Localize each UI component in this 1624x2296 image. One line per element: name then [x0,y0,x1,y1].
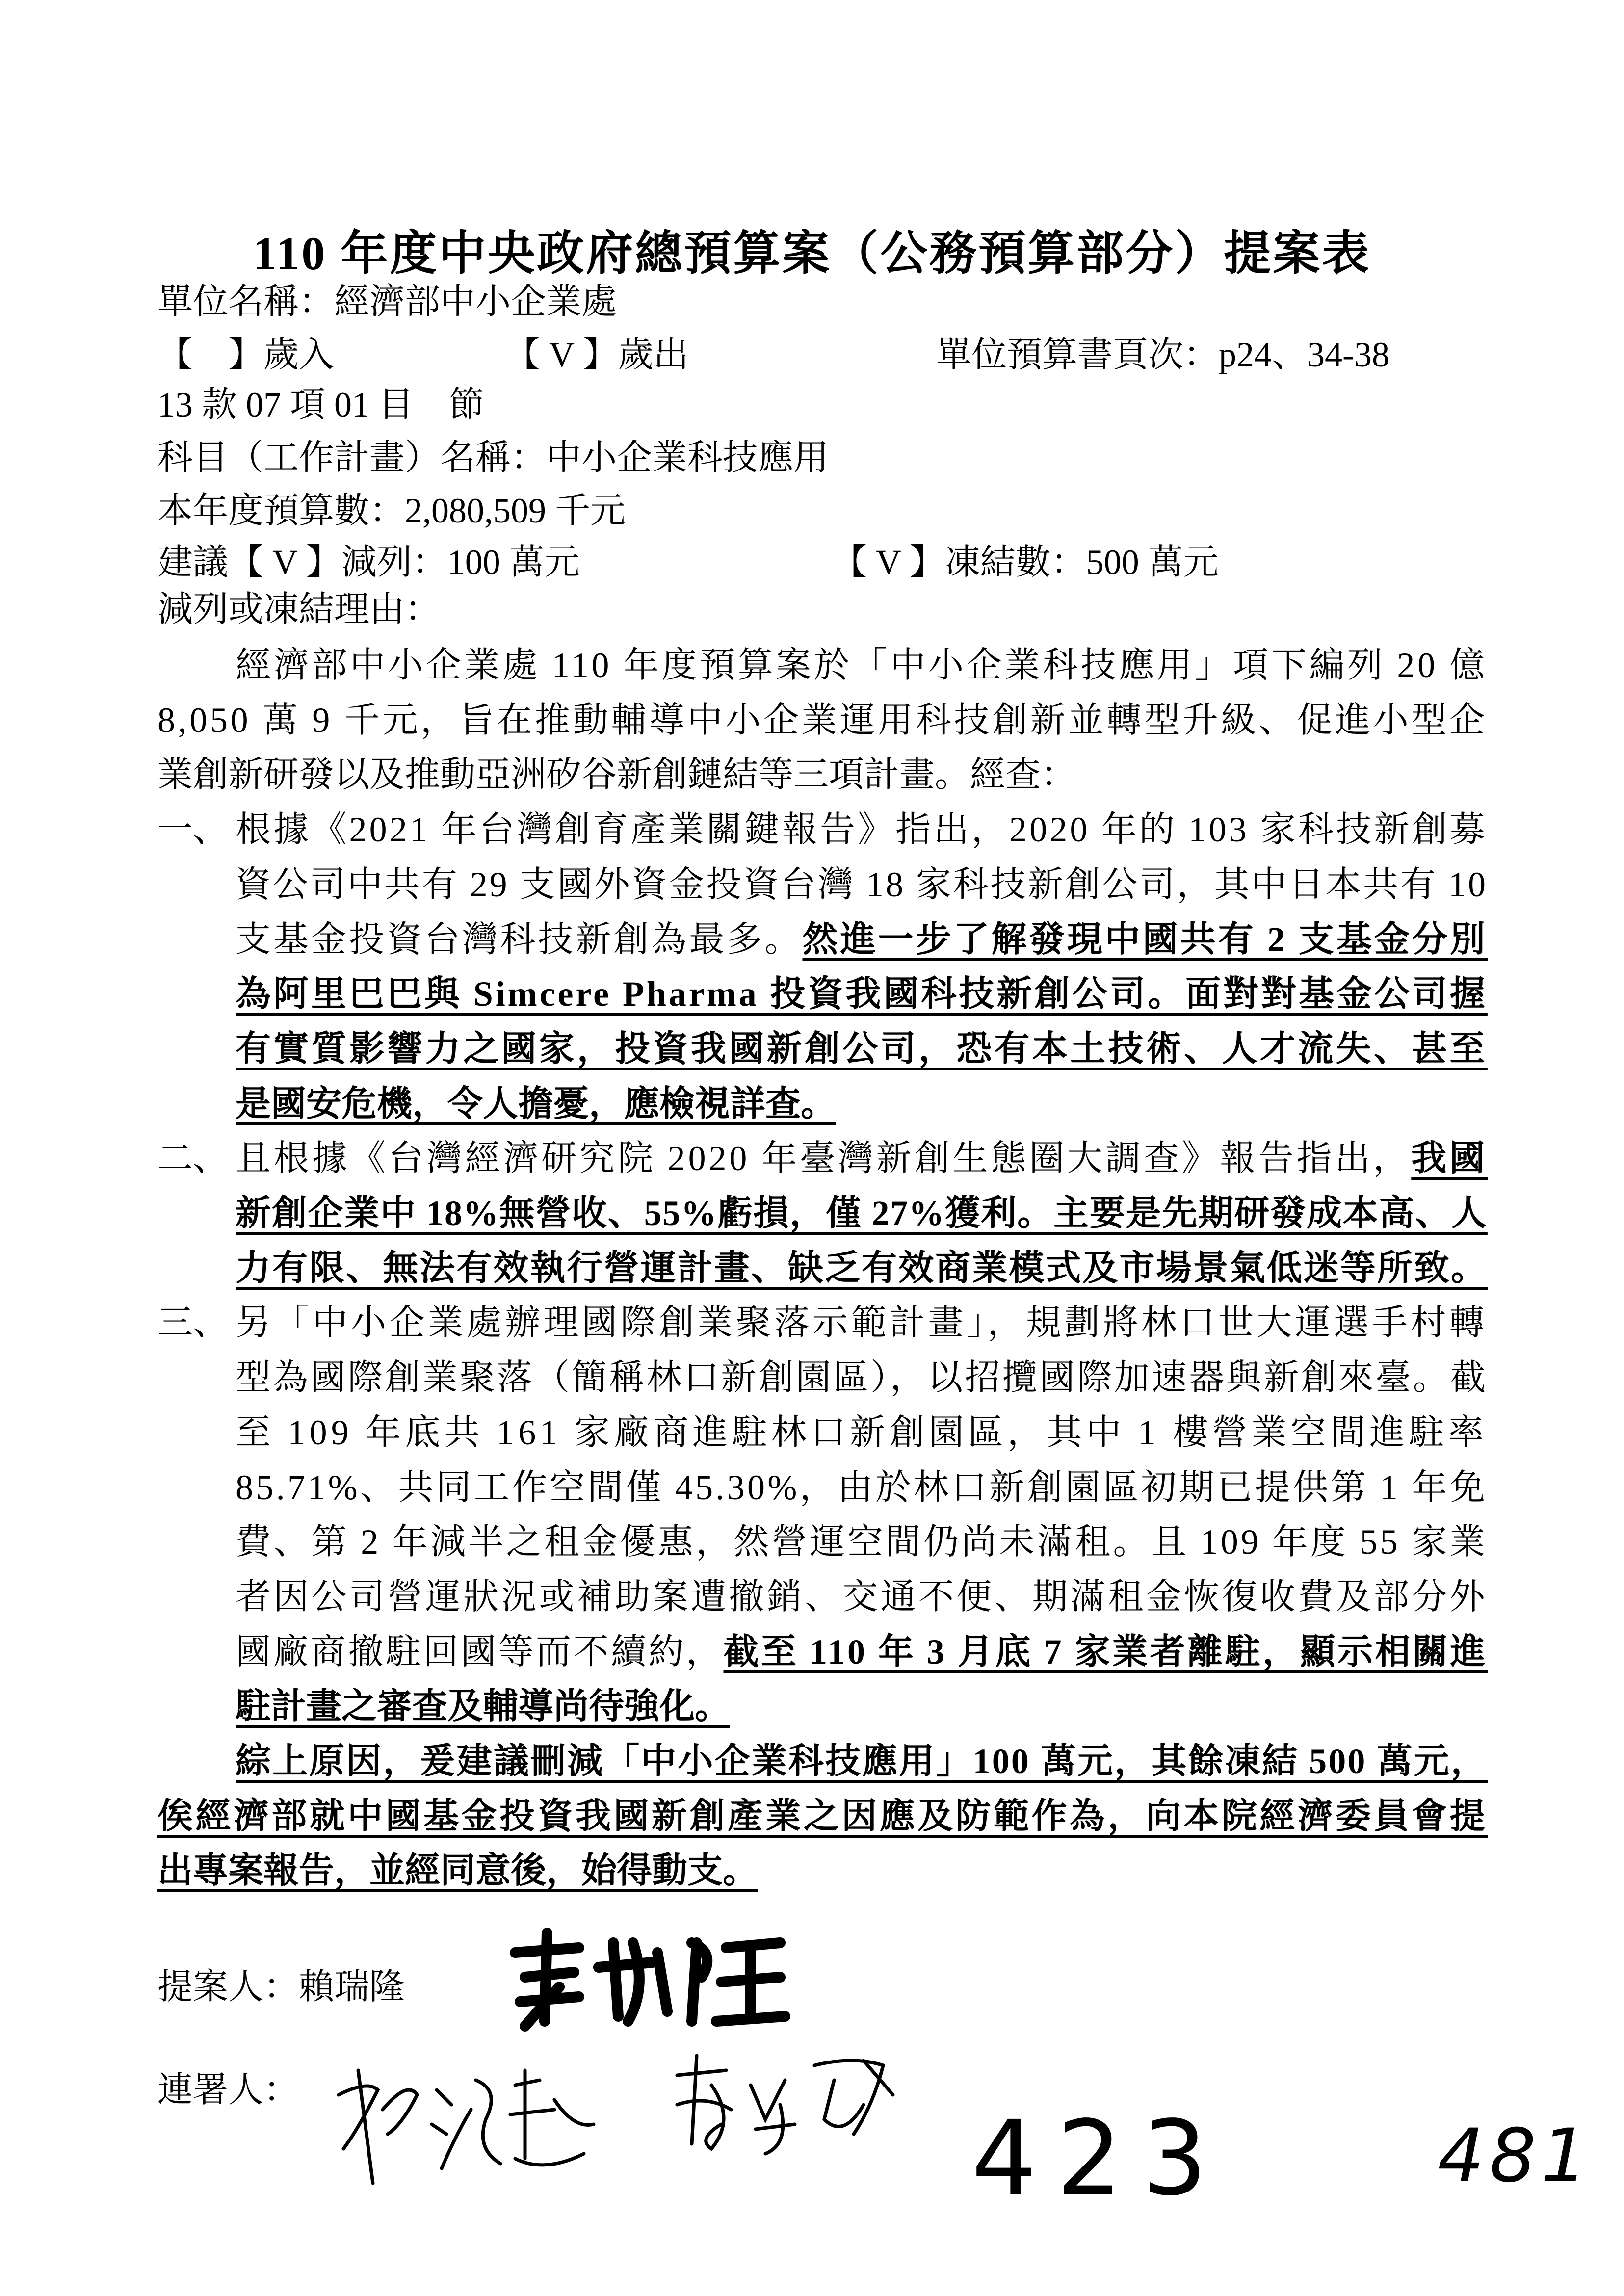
body-line [236,917,1488,962]
body-text: 國廠商撤駐回國等而不續約， [236,1632,724,1671]
body-line [236,1575,1488,1619]
body-line [236,1465,1488,1510]
emphasized-text: 是國安危機，令人擔憂，應檢視詳查。 [236,1084,837,1123]
emphasized-text: 出專案報告，並經同意後，始得動支。 [157,1851,759,1890]
body-line [157,1794,1488,1838]
body-line [236,1739,1488,1783]
body-text: 經濟部中小企業處 110 年度預算案於「中小企業科技應用」項下編列 20 億 [236,646,1488,685]
emphasized-text: 截至 110 年 3 月底 7 家業者離駐，顯示相關進 [723,1632,1488,1671]
body-line [236,1356,1488,1400]
revenue-checkbox: 【 】歲入 [157,335,335,374]
body-line [157,753,1076,797]
body-text: 至 109 年底共 161 家廠商進駐林口新創園區，其中 1 樓營業空間進駐率 [236,1413,1488,1452]
emphasized-text: 我國 [1411,1139,1488,1178]
page-number: 481 [1438,2113,1593,2199]
item-code: 13 款 07 項 01 目 節 [157,385,485,424]
body-line [236,1082,836,1126]
body-line [236,1027,1488,1071]
body-text: 且根據《台灣經濟研究院 2020 年臺灣新創生態圈大調查》報告指出， [236,1139,1412,1178]
emphasized-text: 綜上原因，爰建議刪減「中小企業科技應用」100 萬元，其餘凍結 500 萬元， [236,1742,1488,1781]
body-line [236,1136,1488,1180]
annual-budget: 本年度預算數：2,080,509 千元 [157,491,626,530]
reason-label: 減列或凍結理由： [157,590,441,629]
body-line [236,1301,1488,1345]
section-marker: 二、 [157,1139,229,1178]
emphasized-text: 有實質影響力之國家，投資我國新創公司，恐有本土技術、人才流失、甚至 [236,1029,1488,1069]
expenditure-checkbox: 【 V 】歲出 [505,335,689,374]
body-text: 支基金投資台灣科技新創為最多。 [236,920,803,959]
body-line [236,1520,1488,1564]
cosigner-label: 連署人： [157,2070,299,2110]
emphasized-text: 然進一步了解發現中國共有 2 支基金分別 [802,920,1488,959]
section-marker: 一、 [157,810,229,849]
section-marker: 三、 [157,1303,229,1342]
body-line [236,1191,1488,1235]
budget-pages: 單位預算書頁次：p24、34-38 [936,335,1389,374]
emphasized-text: 新創企業中 18%無營收、55%虧損，僅 27%獲利。主要是先期研發成本高、人 [236,1194,1488,1233]
emphasized-text: 俟經濟部就中國基金投資我國新創產業之因應及防範作為，向本院經濟委員會提 [157,1797,1488,1836]
body-text: 費、第 2 年減半之租金優惠，然營運空間仍尚未滿租。且 109 年度 55 家業 [236,1522,1488,1562]
body-text: 資公司中共有 29 支國外資金投資台灣 18 家科技新創公司，其中日本共有 10 [236,865,1488,904]
body-line [236,972,1488,1016]
body-line [236,1410,1488,1455]
body-text: 另「中小企業處辦理國際創業聚落示範計畫」，規劃將林口世大運選手村轉 [236,1303,1488,1342]
body-text: 者因公司營運狀況或補助案遭撤銷、交通不便、期滿租金恢復收費及部分外 [236,1577,1488,1617]
body-line [157,1849,758,1893]
body-line [236,1684,730,1728]
body-line [236,862,1488,907]
document-title: 110 年度中央政府總預算案（公務預算部分）提案表 [253,227,1371,280]
cosigner-signature-2 [667,2046,898,2159]
body-line [236,808,1488,852]
body-line [236,643,1488,687]
body-text: 業創新研發以及推動亞洲矽谷新創鏈結等三項計畫。經查： [157,755,1076,794]
body-line [157,698,1488,742]
cut-proposal: 建議【 V 】減列：100 萬元 [157,543,580,582]
body-text: 根據《2021 年台灣創育產業關鍵報告》指出，2020 年的 103 家科技新創募 [236,810,1488,849]
body-line [236,1246,1488,1290]
body-text: 8,050 萬 9 千元，旨在推動輔導中小企業運用科技創新並轉型升級、促進小型企 [157,701,1488,740]
cosigner-signature-1 [329,2051,603,2188]
emphasized-text: 駐計畫之審查及輔導尚待強化。 [236,1687,731,1726]
freeze-proposal: 【 V 】凍結數：500 萬元 [832,543,1219,582]
body-text: 型為國際創業聚落（簡稱林口新創園區），以招攬國際加速器與新創來臺。截 [236,1358,1488,1397]
subject-name: 科目（工作計畫）名稱：中小企業科技應用 [157,438,829,477]
body-text: 85.71%、共同工作空間僅 45.30%，由於林口新創園區初期已提供第 1 年免 [236,1468,1488,1507]
proposer-label: 提案人：賴瑞隆 [157,1967,405,2007]
body-line [236,1630,1488,1674]
proposer-signature [505,1923,790,2036]
handwritten-number: 423 [971,2098,1227,2218]
emphasized-text: 為阿里巴巴與 Simcere Pharma 投資我國科技新創公司。面對對基金公司握 [236,974,1488,1014]
emphasized-text: 力有限、無法有效執行營運計畫、缺乏有效商業模式及市場景氣低迷等所致。 [236,1249,1488,1288]
unit-name: 單位名稱：經濟部中小企業處 [157,282,617,321]
